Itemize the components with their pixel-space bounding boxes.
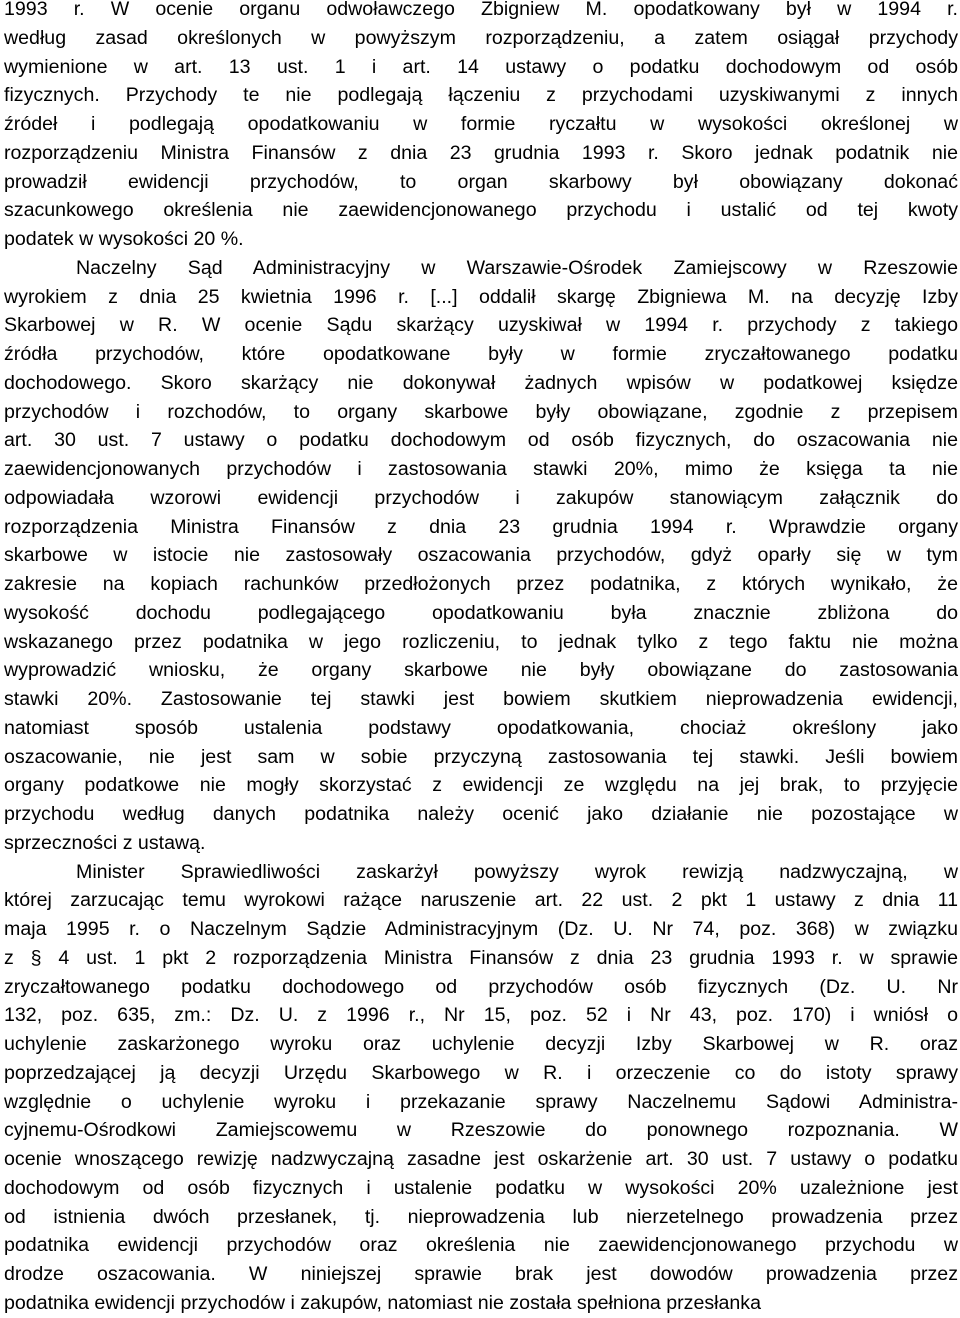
text-line: wymienione w art. 13 ust. 1 i art. 14 ustawy o podatku dochodowym od osób	[4, 55, 958, 78]
text-line: poprzedzającej ją decyzji Urzędu Skarbowego w R. i orzeczenie co do istoty sprawy	[4, 1061, 958, 1084]
text-line: Naczelny Sąd Administracyjny w Warszawie-Ośrodek Zamiejscowy w Rzeszowie	[76, 256, 958, 279]
text-line: organy podatkowe nie mogły skorzystać z ewidencji ze względu na jej brak, to przyjęcie	[4, 774, 958, 797]
text-line: przychodów i rozchodów, to organy skarbowe były obowiązane, zgodnie z przepisem	[4, 400, 958, 423]
text-line: wskazanego przez podatnika w jego rozliczeniu, to jednak tylko z tego faktu nie można	[4, 630, 958, 653]
text-line: prowadził ewidencji przychodów, to organ skarbowy był obowiązany dokonać	[4, 170, 958, 193]
text-line: fizycznych. Przychody te nie podlegają łączeniu z przychodami uzyskiwanymi z innych	[4, 84, 958, 107]
text-line: podatek w wysokości 20 %.	[4, 228, 244, 250]
text-line: podatnika ewidencji przychodów oraz określenia nie zaewidencjonowanego przychodu w	[4, 1234, 958, 1257]
text-line: z § 4 ust. 1 pkt 2 rozporządzenia Ministra Finansów z dnia 23 grudnia 1993 r. w sprawie	[4, 946, 958, 969]
text-line: dochodowym od osób fizycznych i ustalenie podatku w wysokości 20% uzależnione jest	[4, 1176, 958, 1199]
text-line: art. 30 ust. 7 ustawy o podatku dochodowym od osób fizycznych, do oszacowania nie	[4, 429, 958, 452]
text-line: stawki 20%. Zastosowanie tej stawki jest bowiem skutkiem nieprowadzenia ewidencji,	[4, 688, 958, 710]
text-line: rozporządzenia Ministra Finansów z dnia 23 grudnia 1994 r. Wprawdzie organy	[4, 515, 958, 538]
text-line: uchylenie zaskarżonego wyroku oraz uchylenie decyzji Izby Skarbowej w R. oraz	[4, 1033, 958, 1055]
text-line: 132, poz. 635, zm.: Dz. U. z 1996 r., Nr 15, poz. 52 i Nr 43, poz. 170) i wniósł o	[4, 1004, 958, 1027]
text-line: przychodu według danych podatnika należy ocenić jako działanie nie pozostające w	[4, 803, 958, 825]
text-line: źródeł i podlegają opodatkowaniu w formie ryczałtu w wysokości określonej w	[4, 113, 958, 135]
text-line: zryczałtowanego podatku dochodowego od przychodów osób fizycznych (Dz. U. Nr	[4, 975, 958, 998]
text-line: według zasad określonych w powyższym rozporządzeniu, a zatem osiągał przychody	[4, 26, 958, 49]
text-line: rozporządzeniu Ministra Finansów z dnia 23 grudnia 1993 r. Skoro jednak podatnik nie	[4, 141, 958, 164]
text-line: odpowiadała wzorowi ewidencji przychodów i zakupów stanowiącym załącznik do	[4, 486, 958, 509]
text-line: skarbowe w istocie nie zastosowały oszacowania przychodów, gdyż oparły się w tym	[4, 544, 958, 567]
text-line: Minister Sprawiedliwości zaskarżył powyższy wyrok rewizją nadzwyczajną, w	[76, 860, 958, 883]
text-line: podatnika ewidencji przychodów i zakupów, natomiast nie została spełniona przesłanka	[4, 1291, 761, 1314]
text-line: źródła przychodów, które opodatkowane były w formie zryczałtowanego podatku	[4, 343, 958, 365]
text-line: drodze oszacowania. W niniejszej sprawie brak jest dowodów prowadzenia przez	[4, 1263, 958, 1285]
text-line: zaewidencjonowanych przychodów i zastosowania stawki 20%, mimo że księga ta nie	[4, 458, 958, 480]
text-line: zakresie na kopiach rachunków przedłożonych przez podatnika, z których wynikało, że	[4, 573, 958, 595]
text-line: której zarzucając temu wyrokowi rażące naruszenie art. 22 ust. 2 pkt 1 ustawy z dnia 11	[4, 889, 958, 912]
text-line: wyrokiem z dnia 25 kwietnia 1996 r. [...] oddalił skargę Zbigniewa M. na decyzję Izby	[4, 285, 958, 308]
text-line: sprzeczności z ustawą.	[4, 831, 206, 854]
text-line: maja 1995 r. o Naczelnym Sądzie Administracyjnym (Dz. U. Nr 74, poz. 368) w związku	[4, 918, 958, 940]
text-line: cyjnemu-Ośrodkowi Zamiejscowemu w Rzeszowie do ponownego rozpoznania. W	[4, 1119, 958, 1142]
document-body	[4, 0, 958, 1318]
document-page	[4, 0, 958, 1318]
text-line: Skarbowej w R. W ocenie Sądu skarżący uzyskiwał w 1994 r. przychody z takiego	[4, 314, 958, 337]
text-line: natomiast sposób ustalenia podstawy opodatkowania, chociaż określony jako	[4, 716, 958, 739]
text-line: 1993 r. W ocenie organu odwoławczego Zbigniew M. opodatkowany był w 1994 r.	[4, 0, 958, 20]
text-line: oszacowanie, nie jest sam w sobie przyczyną zastosowania tej stawki. Jeśli bowiem	[4, 745, 958, 768]
text-line: dochodowego. Skoro skarżący nie dokonywał żadnych wpisów w podatkowej księdze	[4, 371, 958, 394]
text-line: od istnienia dwóch przesłanek, tj. nieprowadzenia lub nierzetelnego prowadzenia przez	[4, 1205, 958, 1228]
text-line: wysokość dochodu podlegającego opodatkowaniu była znacznie zbliżona do	[4, 601, 958, 624]
text-line: względnie o uchylenie wyroku i przekazanie sprawy Naczelnemu Sądowi Administra-	[4, 1090, 958, 1113]
text-line: szacunkowego określenia nie zaewidencjonowanego przychodu i ustalić od tej kwoty	[4, 199, 958, 222]
text-line: wyprowadzić wniosku, że organy skarbowe nie były obowiązane do zastosowania	[4, 659, 958, 682]
text-line: ocenie wnoszącego rewizję nadzwyczajną zasadne jest oskarżenie art. 30 ust. 7 ustawy o podatku	[4, 1148, 958, 1170]
